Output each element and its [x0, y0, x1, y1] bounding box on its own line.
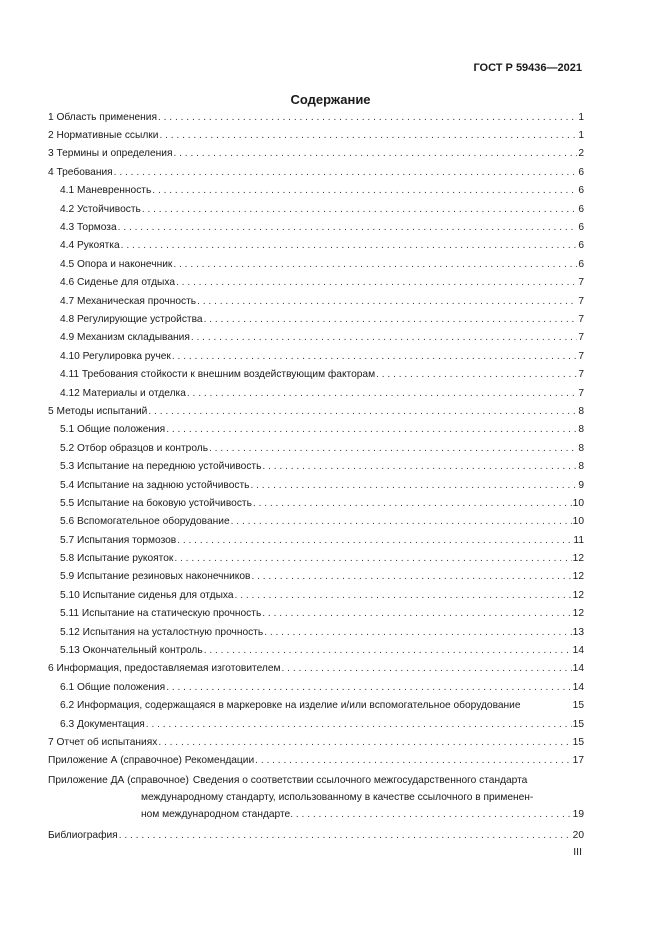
toc-entry-title: 5.1 Общие положения — [60, 424, 166, 436]
document-standard-number: ГОСТ Р 59436—2021 — [473, 62, 582, 74]
toc-entry-title: 6 Информация, предоставляемая изготовителем — [48, 663, 281, 675]
toc-page-number: 14 — [572, 663, 584, 675]
toc-page-number: 6 — [578, 185, 584, 197]
toc-dot-leader — [114, 167, 578, 178]
toc-entry-title: 3 Термины и определения — [48, 148, 173, 160]
toc-entry[interactable] — [48, 182, 584, 200]
toc-entry[interactable] — [48, 549, 584, 567]
toc-page-number: 11 — [573, 534, 584, 546]
toc-dot-leader — [204, 645, 572, 656]
toc-dot-leader — [177, 535, 572, 546]
toc-dot-leader — [253, 498, 572, 509]
toc-dot-leader — [231, 516, 572, 527]
toc-page-number: 12 — [572, 589, 584, 601]
toc-entry[interactable] — [48, 531, 584, 549]
toc-dot-leader — [255, 755, 572, 766]
toc-entry-title: 5.6 Вспомогательное оборудование — [60, 516, 230, 528]
toc-page-number: 7 — [578, 332, 584, 344]
toc-entry[interactable] — [48, 623, 584, 641]
toc-dot-leader — [262, 608, 571, 619]
toc-entry-title: 6.2 Информация, содержащаяся в маркеровке на изделие и/или вспомогательное оборудование — [60, 700, 521, 712]
toc-page-number: 8 — [578, 424, 584, 436]
toc-entry[interactable] — [48, 678, 584, 696]
toc-entry[interactable] — [48, 457, 584, 475]
toc-page-number: 15 — [572, 718, 584, 730]
toc-page-number: 12 — [572, 571, 584, 583]
toc-entry-title: 5.4 Испытание на заднюю устойчивость — [60, 479, 250, 491]
toc-entry[interactable] — [48, 365, 584, 383]
toc-page-number: 7 — [578, 369, 584, 381]
toc-entry-title: 5.7 Испытания тормозов — [60, 534, 177, 546]
toc-page-number: 10 — [572, 497, 584, 509]
toc-dot-leader — [172, 351, 577, 362]
toc-entry-title: 5.5 Испытание на боковую устойчивость — [60, 497, 252, 509]
toc-dot-leader — [166, 424, 577, 435]
toc-entry-title: 1 Область применения — [48, 111, 157, 123]
toc-dot-leader — [158, 737, 571, 748]
toc-dot-leader — [376, 369, 577, 380]
toc-page-number: 1 — [578, 111, 584, 123]
toc-page-number: 15 — [572, 700, 584, 712]
toc-entry-title: 4.6 Сиденье для отдыха — [60, 277, 175, 289]
toc-page-number: 12 — [572, 553, 584, 565]
toc-dot-leader — [118, 222, 578, 233]
appendix-da-line-2: международному стандарту, использованному в качестве ссылочного в применен- — [141, 792, 534, 804]
toc-dot-leader — [159, 130, 577, 141]
toc-page-number: 19 — [572, 809, 584, 821]
toc-entry-title: 6.3 Документация — [60, 718, 145, 730]
toc-entry[interactable] — [48, 697, 584, 715]
toc-entry-title: Библиография — [48, 829, 118, 841]
toc-entry[interactable] — [48, 641, 584, 659]
toc-entry[interactable] — [48, 218, 584, 236]
toc-entry-title: 4.1 Маневренность — [60, 185, 152, 197]
toc-entry-title: 4.12 Материалы и отделка — [60, 387, 186, 399]
toc-dot-leader — [204, 314, 578, 325]
toc-page-number: 7 — [578, 313, 584, 325]
toc-dot-leader — [146, 719, 572, 730]
toc-dot-leader — [121, 240, 578, 251]
toc-entry[interactable] — [48, 255, 584, 273]
page-number: III — [573, 846, 582, 858]
toc-entry-title: 7 Отчет об испытаниях — [48, 736, 158, 748]
toc-entry-title: 5.13 Окончательный контроль — [60, 645, 203, 657]
toc-entry[interactable] — [48, 715, 584, 733]
toc-page-number: 14 — [572, 681, 584, 693]
toc-dot-leader — [173, 259, 577, 270]
toc-page-number: 13 — [572, 626, 584, 638]
toc-entry[interactable] — [48, 384, 584, 402]
toc-entry-title: 4.3 Тормоза — [60, 222, 117, 234]
table-of-contents — [48, 108, 584, 844]
toc-page-number: 17 — [572, 755, 584, 767]
toc-dot-leader — [262, 461, 577, 472]
toc-entry[interactable] — [48, 200, 584, 218]
toc-page-number: 20 — [572, 829, 584, 841]
toc-entry-title: 5.8 Испытание рукояток — [60, 553, 174, 565]
toc-dot-leader — [282, 663, 572, 674]
toc-entry-title: 5.10 Испытание сиденья для отдыха — [60, 589, 234, 601]
toc-page-number: 9 — [578, 479, 584, 491]
toc-dot-leader — [251, 571, 571, 582]
toc-entry[interactable] — [48, 402, 584, 420]
toc-page-number: 12 — [572, 608, 584, 620]
toc-entry-title: 4.10 Регулировка ручек — [60, 350, 171, 362]
toc-page-number: 6 — [578, 203, 584, 215]
toc-page-number: 8 — [578, 442, 584, 454]
toc-dot-leader — [173, 148, 577, 159]
toc-page-number: 6 — [578, 258, 584, 270]
toc-dot-leader — [119, 830, 572, 841]
toc-page-number: 6 — [578, 222, 584, 234]
toc-entry-title: 4.4 Рукоятка — [60, 240, 120, 252]
toc-entry-title: 2 Нормативные ссылки — [48, 130, 159, 142]
toc-entry[interactable] — [48, 752, 584, 770]
toc-dot-leader — [191, 332, 577, 343]
toc-page-number: 15 — [572, 736, 584, 748]
toc-entry[interactable] — [48, 605, 584, 623]
toc-entry[interactable] — [48, 237, 584, 255]
toc-dot-leader — [158, 112, 577, 123]
toc-entry[interactable] — [48, 329, 584, 347]
toc-entry-title: 4.9 Механизм складывания — [60, 332, 190, 344]
toc-entry[interactable] — [48, 421, 584, 439]
toc-entry-title: 4.2 Устойчивость — [60, 203, 141, 215]
toc-dot-leader — [176, 277, 577, 288]
toc-entry[interactable] — [48, 513, 584, 531]
toc-page-number: 7 — [578, 295, 584, 307]
toc-page-number: 10 — [572, 516, 584, 528]
toc-page-number: 7 — [578, 277, 584, 289]
toc-page-number: 6 — [578, 240, 584, 252]
toc-entry[interactable] — [48, 733, 584, 751]
toc-entry-title: 5.3 Испытание на переднюю устойчивость — [60, 461, 262, 473]
appendix-da-line-1: Сведения о соответствии ссылочного межгосударственного стандарта — [192, 775, 528, 787]
toc-entry-title: 5.12 Испытания на усталостную прочность — [60, 626, 264, 638]
toc-entry[interactable] — [48, 126, 584, 144]
toc-page-number: 1 — [578, 130, 584, 142]
toc-entry[interactable] — [48, 586, 584, 604]
toc-entry-title: 5.11 Испытание на статическую прочность — [60, 608, 262, 620]
toc-entry-title: 4.8 Регулирующие устройства — [60, 313, 203, 325]
toc-dot-leader — [166, 682, 571, 693]
toc-entry-bibliography[interactable] — [48, 826, 584, 844]
toc-dot-leader — [174, 553, 571, 564]
toc-dot-leader — [187, 388, 577, 399]
toc-page-number: 8 — [578, 405, 584, 417]
toc-dot-leader — [264, 627, 571, 638]
toc-dot-leader — [209, 443, 577, 454]
toc-dot-leader — [148, 406, 577, 417]
toc-entry[interactable] — [48, 347, 584, 365]
toc-entry-title: 6.1 Общие положения — [60, 681, 166, 693]
toc-page-number: 6 — [578, 166, 584, 178]
page-title: Содержание — [290, 92, 371, 107]
toc-entry-title: 4.5 Опора и наконечник — [60, 258, 173, 270]
toc-entry[interactable] — [48, 568, 584, 586]
toc-page-number: 8 — [578, 461, 584, 473]
toc-entry-title: 5.2 Отбор образцов и контроль — [60, 442, 209, 454]
toc-page-number: 7 — [578, 350, 584, 362]
toc-dot-leader — [152, 185, 577, 196]
toc-page-number: 2 — [578, 148, 584, 160]
toc-entry-title: 5 Методы испытаний — [48, 405, 148, 417]
toc-entry-title: Приложение А (справочное) Рекомендации — [48, 755, 255, 767]
toc-entry[interactable] — [48, 310, 584, 328]
toc-page-number: 7 — [578, 387, 584, 399]
toc-entry[interactable] — [48, 274, 584, 292]
toc-dot-leader — [142, 204, 578, 215]
toc-entry[interactable] — [48, 163, 584, 181]
toc-entry[interactable] — [48, 494, 584, 512]
toc-entry[interactable] — [48, 145, 584, 163]
toc-dot-leader — [250, 480, 577, 491]
toc-entry[interactable] — [48, 439, 584, 457]
toc-entry-appendix-da[interactable] — [48, 772, 584, 823]
appendix-da-label: Приложение ДА (справочное) — [48, 775, 189, 787]
toc-entry[interactable] — [48, 108, 584, 126]
toc-entry-title: 4 Требования — [48, 166, 113, 178]
toc-dot-leader — [197, 296, 577, 307]
toc-dot-leader — [290, 806, 572, 823]
toc-entry-title: 4.7 Механическая прочность — [60, 295, 197, 307]
toc-dot-leader — [235, 590, 572, 601]
toc-entry-title: 4.11 Требования стойкости к внешним воздействующим факторам — [60, 369, 376, 381]
toc-entry-title: 5.9 Испытание резиновых наконечников — [60, 571, 251, 583]
appendix-da-line-3: ном международном стандарте — [141, 809, 291, 821]
toc-entry[interactable] — [48, 292, 584, 310]
toc-entry[interactable] — [48, 660, 584, 678]
toc-page-number: 14 — [572, 645, 584, 657]
toc-entry[interactable] — [48, 476, 584, 494]
